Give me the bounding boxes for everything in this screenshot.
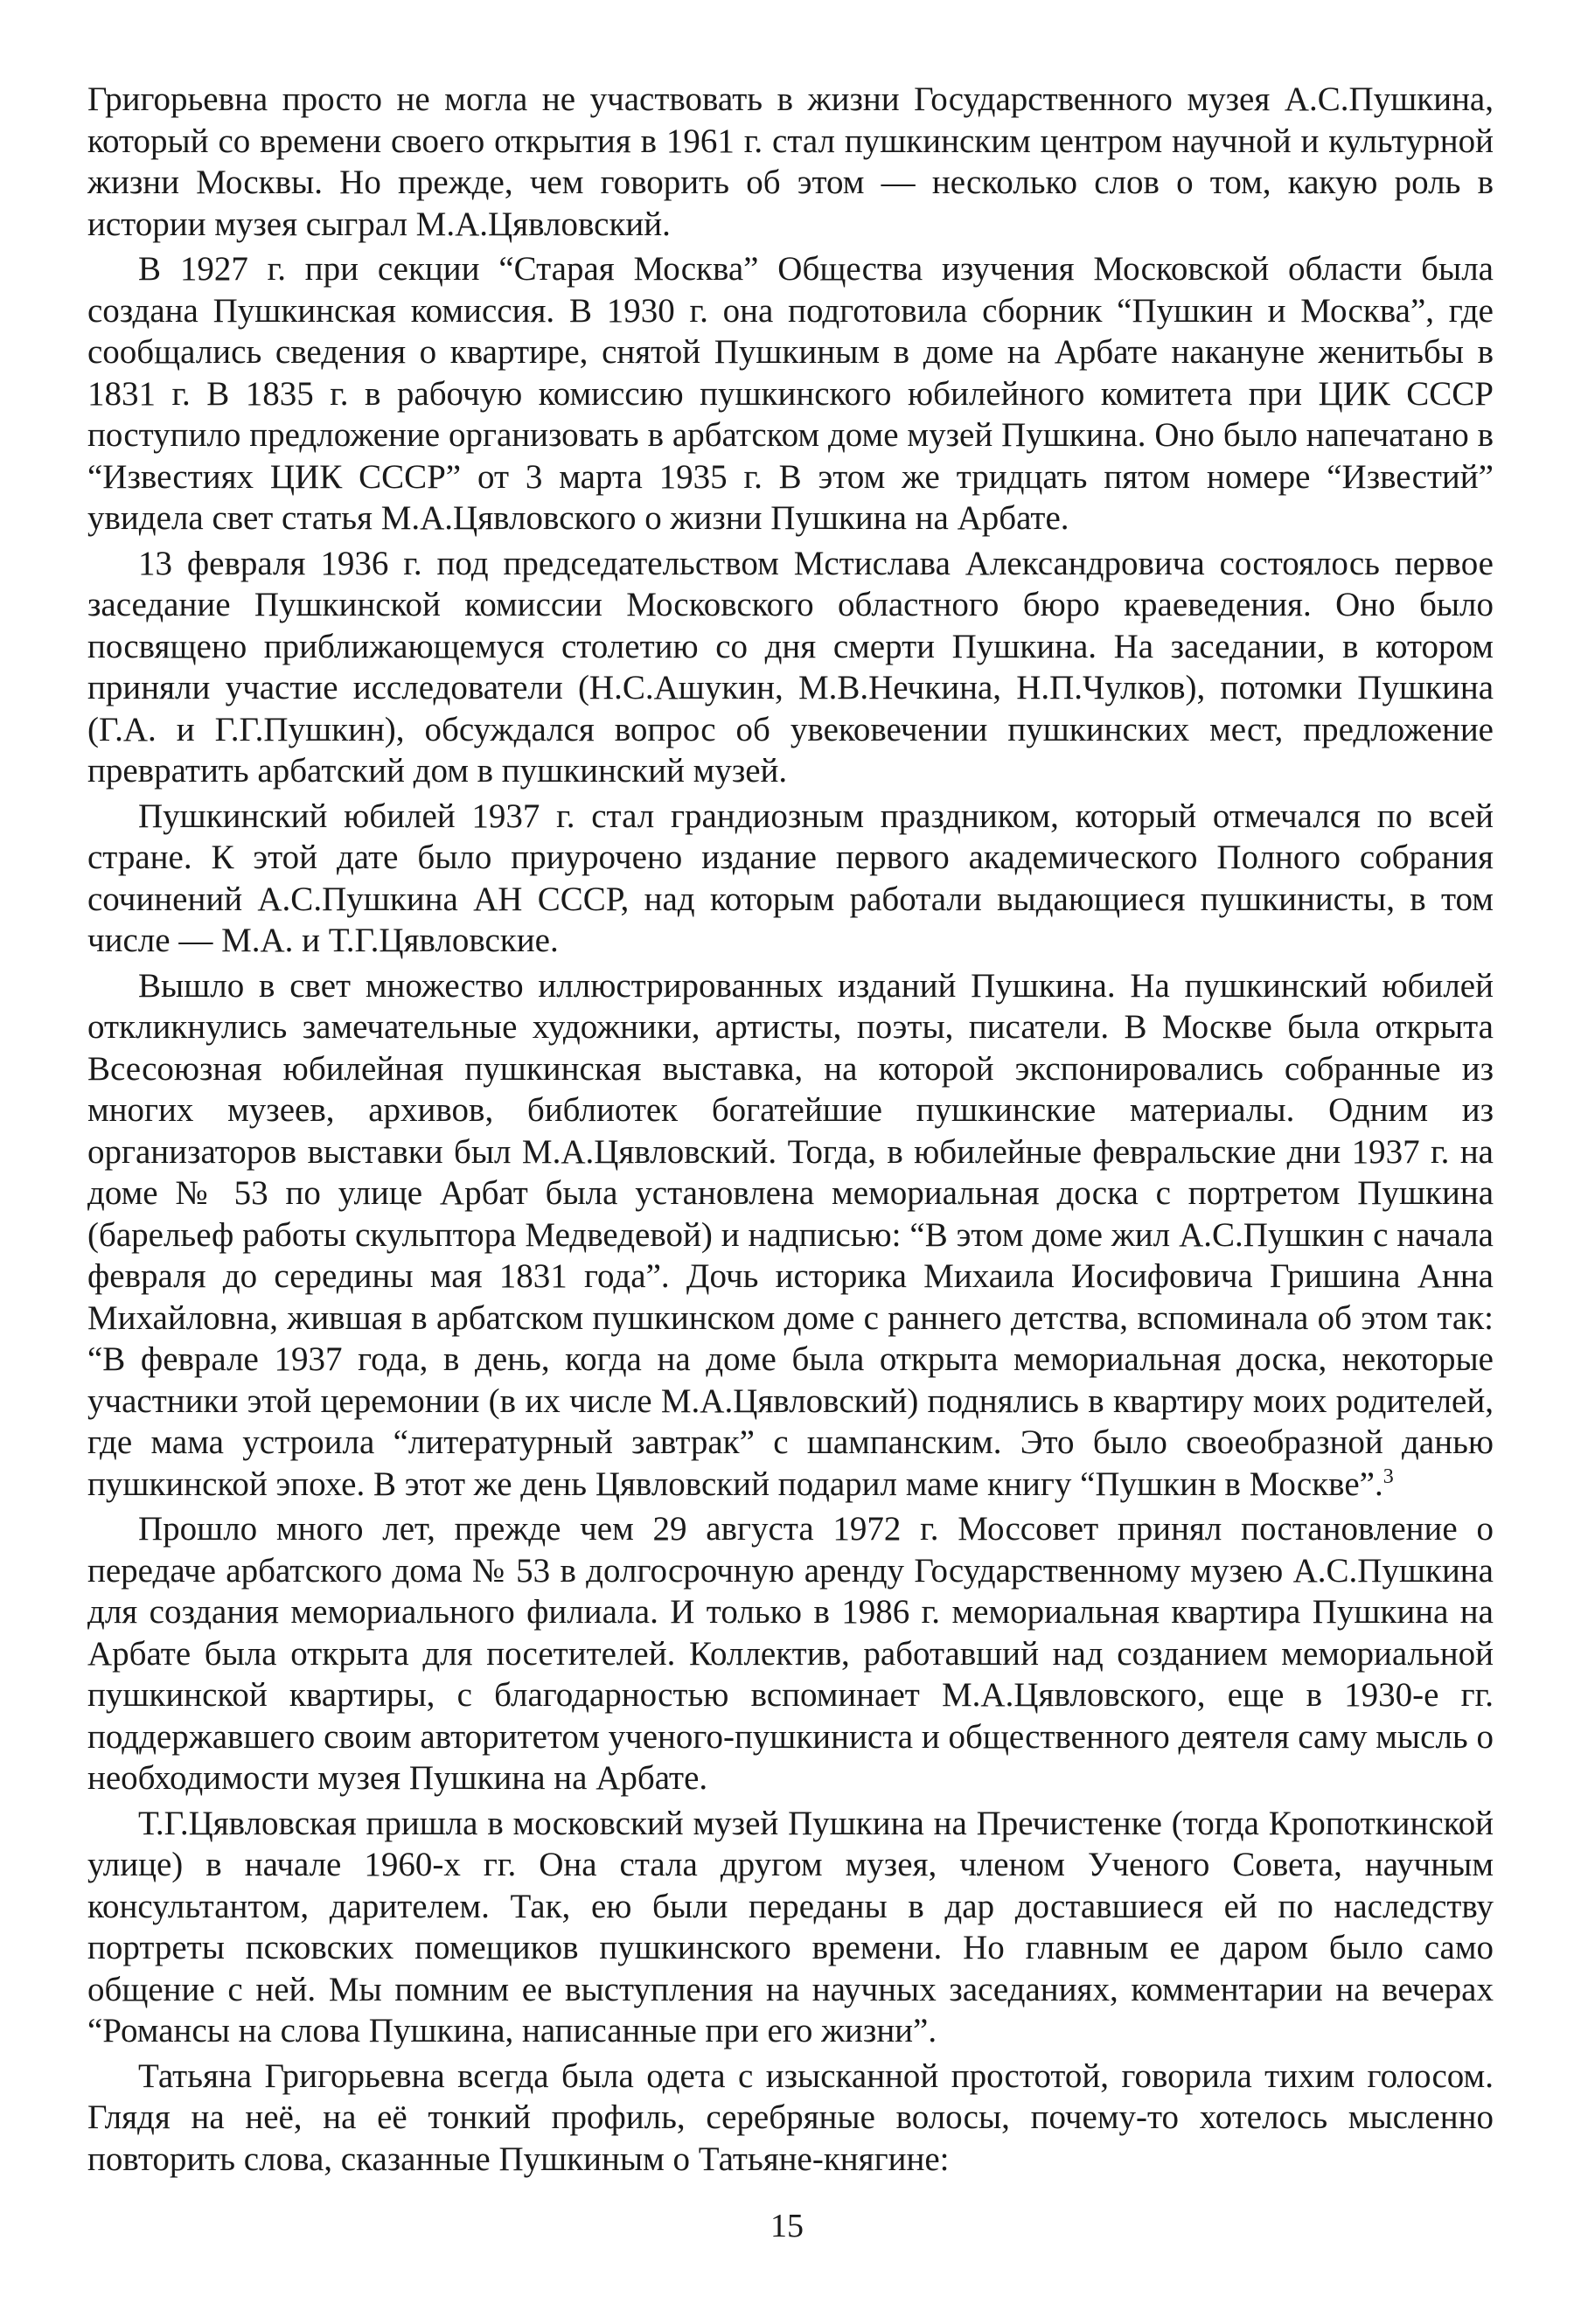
paragraph-5 (87, 965, 1494, 1506)
paragraph-7: Т.Г.Цявловская пришла в московский музей Пушкина на Пречистенке (тогда Кропоткинской улице) в начале 1960-х гг. Она стала другом музея, членом Ученого Совета, научным консультантом, дарителем. Так, ею были переданы в дар доставшиеся ей по наследству портреты псковских помещиков пушкинского времени. Но главным ее даром было само общение с ней. Мы помним ее выступления на научных заседаниях, комментарии на вечерах “Романсы на слова Пушкина, написанные при его жизни”. (87, 1804, 1494, 2049)
paragraph-2: В 1927 г. при секции “Старая Москва” Общества изучения Московской области была создана Пушкинская комиссия. В 1930 г. она подготовила сборник “Пушкин и Москва”, где сообщались сведения о квартире, снятой Пушкиным в доме на Арбате накануне женитьбы в 1831 г. В 1835 г. в рабочую комиссию пушкинского юбилейного комитета при ЦИК СССР поступило предложение организовать в арбатском доме музей Пушкина. Оно было напечатано в “Известиях ЦИК СССР” от 3 марта 1935 г. В этом же тридцать пятом номере “Известий” увидела свет статья М.А.Цявловского о жизни Пушкина на Арбате. (87, 250, 1494, 537)
paragraph-1: Григорьевна просто не могла не участвовать в жизни Государственного музея А.С.Пушкина, который со времени своего открытия в 1961 г. стал пушкинским центром научной и культурной жизни Москвы. Но прежде, чем говорить об этом — несколько слов о том, какую роль в истории музея сыграл М.А.Цявловский. (87, 80, 1494, 243)
paragraph-5-text: Вышло в свет множество иллюстрированных изданий Пушкина. На пушкинский юбилей откликнулись замечательные художники, артисты, поэты, писатели. В Москве была открыта Всесоюзная юбилейная пушкинская выставка, на которой экспонировались собранные из многих музеев, архивов, библиотек богатейшие пушкинские материалы. Одним из организаторов выставки был М.А.Цявловский. Тогда, в юбилейные февральские дни 1937 г. на доме № 53 по улице Арбат была установлена мемориальная доска с портретом Пушкина (барельеф работы скульптора Медведевой) и надписью: “В этом доме жил А.С.Пушкин с начала февраля до середины мая 1831 года”. Дочь историка Михаила Иосифовича Гришина Анна Михайловна, жившая в арбатском пушкинском доме с раннего детства, вспоминала об этом так: “В феврале 1937 года, в день, когда на доме была открыта мемориальная доска, некоторые участники этой церемонии (в их числе М.А.Цявловский) поднялись в квартиру моих родителей, где мама устроила “литературный завтрак” с шампанским. Это было своеобразной данью пушкинской эпохе. В этот же день Цявловский подарил маме книгу “Пушкин в Москве”. (87, 966, 1494, 1503)
page-number: 15 (770, 2208, 804, 2244)
paragraph-8: Татьяна Григорьевна всегда была одета с изысканной простотой, говорила тихим голосом. Глядя на неё, на её тонкий профиль, серебряные волосы, почему-то хотелось мысленно повторить слова, сказанные Пушкиным о Татьяне-княгине: (87, 2056, 1494, 2178)
page-body (87, 79, 1494, 2183)
paragraph-4: Пушкинский юбилей 1937 г. стал грандиозным праздником, который отмечался по всей стране. К этой дате было приурочено издание первого академического Полного собрания сочинений А.С.Пушкина АН СССР, над которым работали выдающиеся пушкинисты, в том числе — М.А. и Т.Г.Цявловские. (87, 797, 1494, 959)
footnote-reference[interactable]: 3 (1382, 1465, 1394, 1488)
paragraph-3: 13 февраля 1936 г. под председательством Мстислава Александровича состоялось первое заседание Пушкинской комиссии Московского областного бюро краеведения. Оно было посвящено приближающемуся столетию со дня смерти Пушкина. На заседании, в котором приняли участие исследователи (Н.С.Ашукин, М.В.Нечкина, Н.П.Чулков), потомки Пушкина (Г.А. и Г.Г.Пушкин), обсуждался вопрос об увековечении пушкинских мест, предложение превратить арбатский дом в пушкинский музей. (87, 544, 1494, 790)
paragraph-6: Прошло много лет, прежде чем 29 августа 1972 г. Моссовет принял постановление о передаче арбатского дома № 53 в долгосрочную аренду Государственному музею А.С.Пушкина для создания мемориального филиала. И только в 1986 г. мемориальная квартира Пушкина на Арбате была открыта для посетителей. Коллектив, работавший над созданием мемориальной пушкинской квартиры, с благодарностью вспоминает М.А.Цявловского, еще в 1930-е гг. поддержавшего своим авторитетом ученого-пушкиниста и общественного деятеля саму мысль о необходимости музея Пушкина на Арбате. (87, 1510, 1494, 1797)
